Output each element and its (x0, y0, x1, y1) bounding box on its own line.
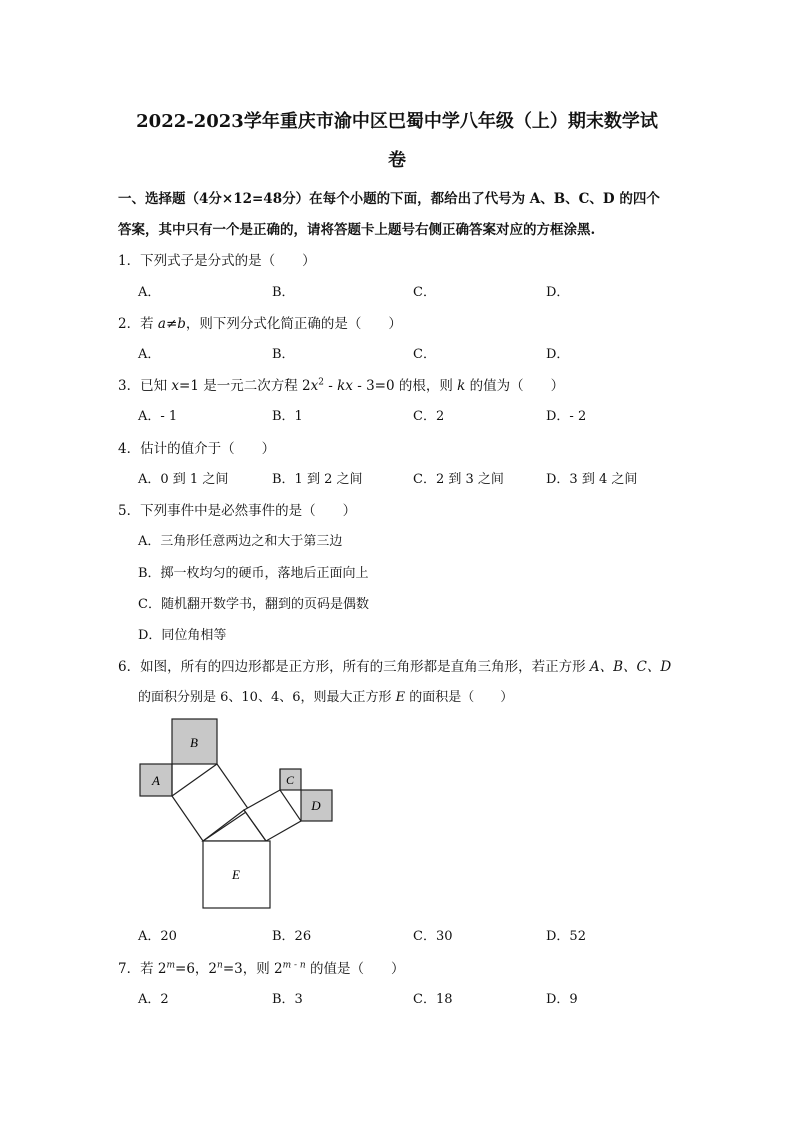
label-d: D (311, 798, 321, 813)
q7-option-c: C．18 (413, 992, 453, 1007)
section-instructions-1: 一、选择题（4分×12=48分）在每个小题的下面，都给出了代号为 A、B、C、D 的四个 (118, 191, 660, 207)
q6-option-d: D．52 (546, 929, 586, 944)
question-1-stem: 1．下列式子是分式的是（ ） (118, 253, 316, 269)
q5-option-b: B．掷一枚均匀的硬币，落地后正面向上 (138, 566, 369, 581)
q2-option-b: B． (272, 347, 295, 362)
squares-figure (136, 715, 336, 915)
q5-option-a: A．三角形任意两边之和大于第三边 (138, 534, 343, 549)
question-7-stem: 7．若 $2^m=6$，$2^n=3$，则 2$^{m - n}$ 的值是（ ） (118, 960, 405, 977)
square-ab (172, 764, 249, 841)
exam-title-cont: 卷 (388, 150, 406, 171)
label-e: E (232, 867, 240, 882)
section-instructions-2: 答案，其中只有一个是正确的，请将答题卡上题号右侧正确答案对应的方框涂黑. (118, 222, 596, 238)
question-2-stem: 2．若 a≠b，则下列分式化简正确的是（ ） (118, 316, 402, 332)
q6-option-a: A．20 (138, 929, 177, 944)
q2-option-c: C． (413, 347, 436, 362)
q1-option-b: B． (272, 285, 295, 300)
q4-option-b: B．1 到 2 之间 (272, 472, 363, 487)
q6-option-c: C．30 (413, 929, 453, 944)
q1-option-a: A． (138, 285, 161, 300)
label-a: A (152, 773, 160, 788)
question-6-stem-2: 的面积分别是 6、10、4、6，则最大正方形 E 的面积是（ ） (138, 690, 514, 705)
q1-option-d: D． (546, 285, 570, 300)
q3-option-a: A．- 1 (138, 409, 178, 424)
q7-option-a: A．2 (138, 992, 169, 1007)
q1-option-c: C． (413, 285, 436, 300)
q3-option-d: D．- 2 (546, 409, 587, 424)
q6-option-b: B．26 (272, 929, 312, 944)
question-4-stem: 4．估计的值介于（ ） (118, 441, 276, 457)
q7-option-b: B．3 (272, 992, 303, 1007)
q4-option-a: A．0 到 1 之间 (138, 472, 229, 487)
q3-option-b: B．1 (272, 409, 303, 424)
q5-option-c: C．随机翻开数学书，翻到的页码是偶数 (138, 597, 369, 612)
square-cd (244, 790, 301, 841)
exam-title: 2022-2023学年重庆市渝中区巴蜀中学八年级（上）期末数学试 (136, 111, 658, 132)
label-b: B (190, 735, 198, 750)
question-5-stem: 5．下列事件中是必然事件的是（ ） (118, 503, 357, 519)
label-c: C (285, 773, 295, 787)
q7-option-d: D．9 (546, 992, 578, 1007)
q4-option-d: D．3 到 4 之间 (546, 472, 638, 487)
question-3-stem: 3．已知 x=1 是一元二次方程 $2x^2$ - kx - 3=0 的根，则 k 的值为（ ） (118, 377, 565, 394)
q2-option-d: D． (546, 347, 570, 362)
q2-option-a: A． (138, 347, 161, 362)
q3-option-c: C．2 (413, 409, 445, 424)
q4-option-c: C．2 到 3 之间 (413, 472, 504, 487)
question-6-stem-1: 6．如图，所有的四边形都是正方形，所有的三角形都是直角三角形，若正方形 A、B、C、D (118, 659, 672, 675)
q5-option-d: D．同位角相等 (138, 628, 227, 643)
